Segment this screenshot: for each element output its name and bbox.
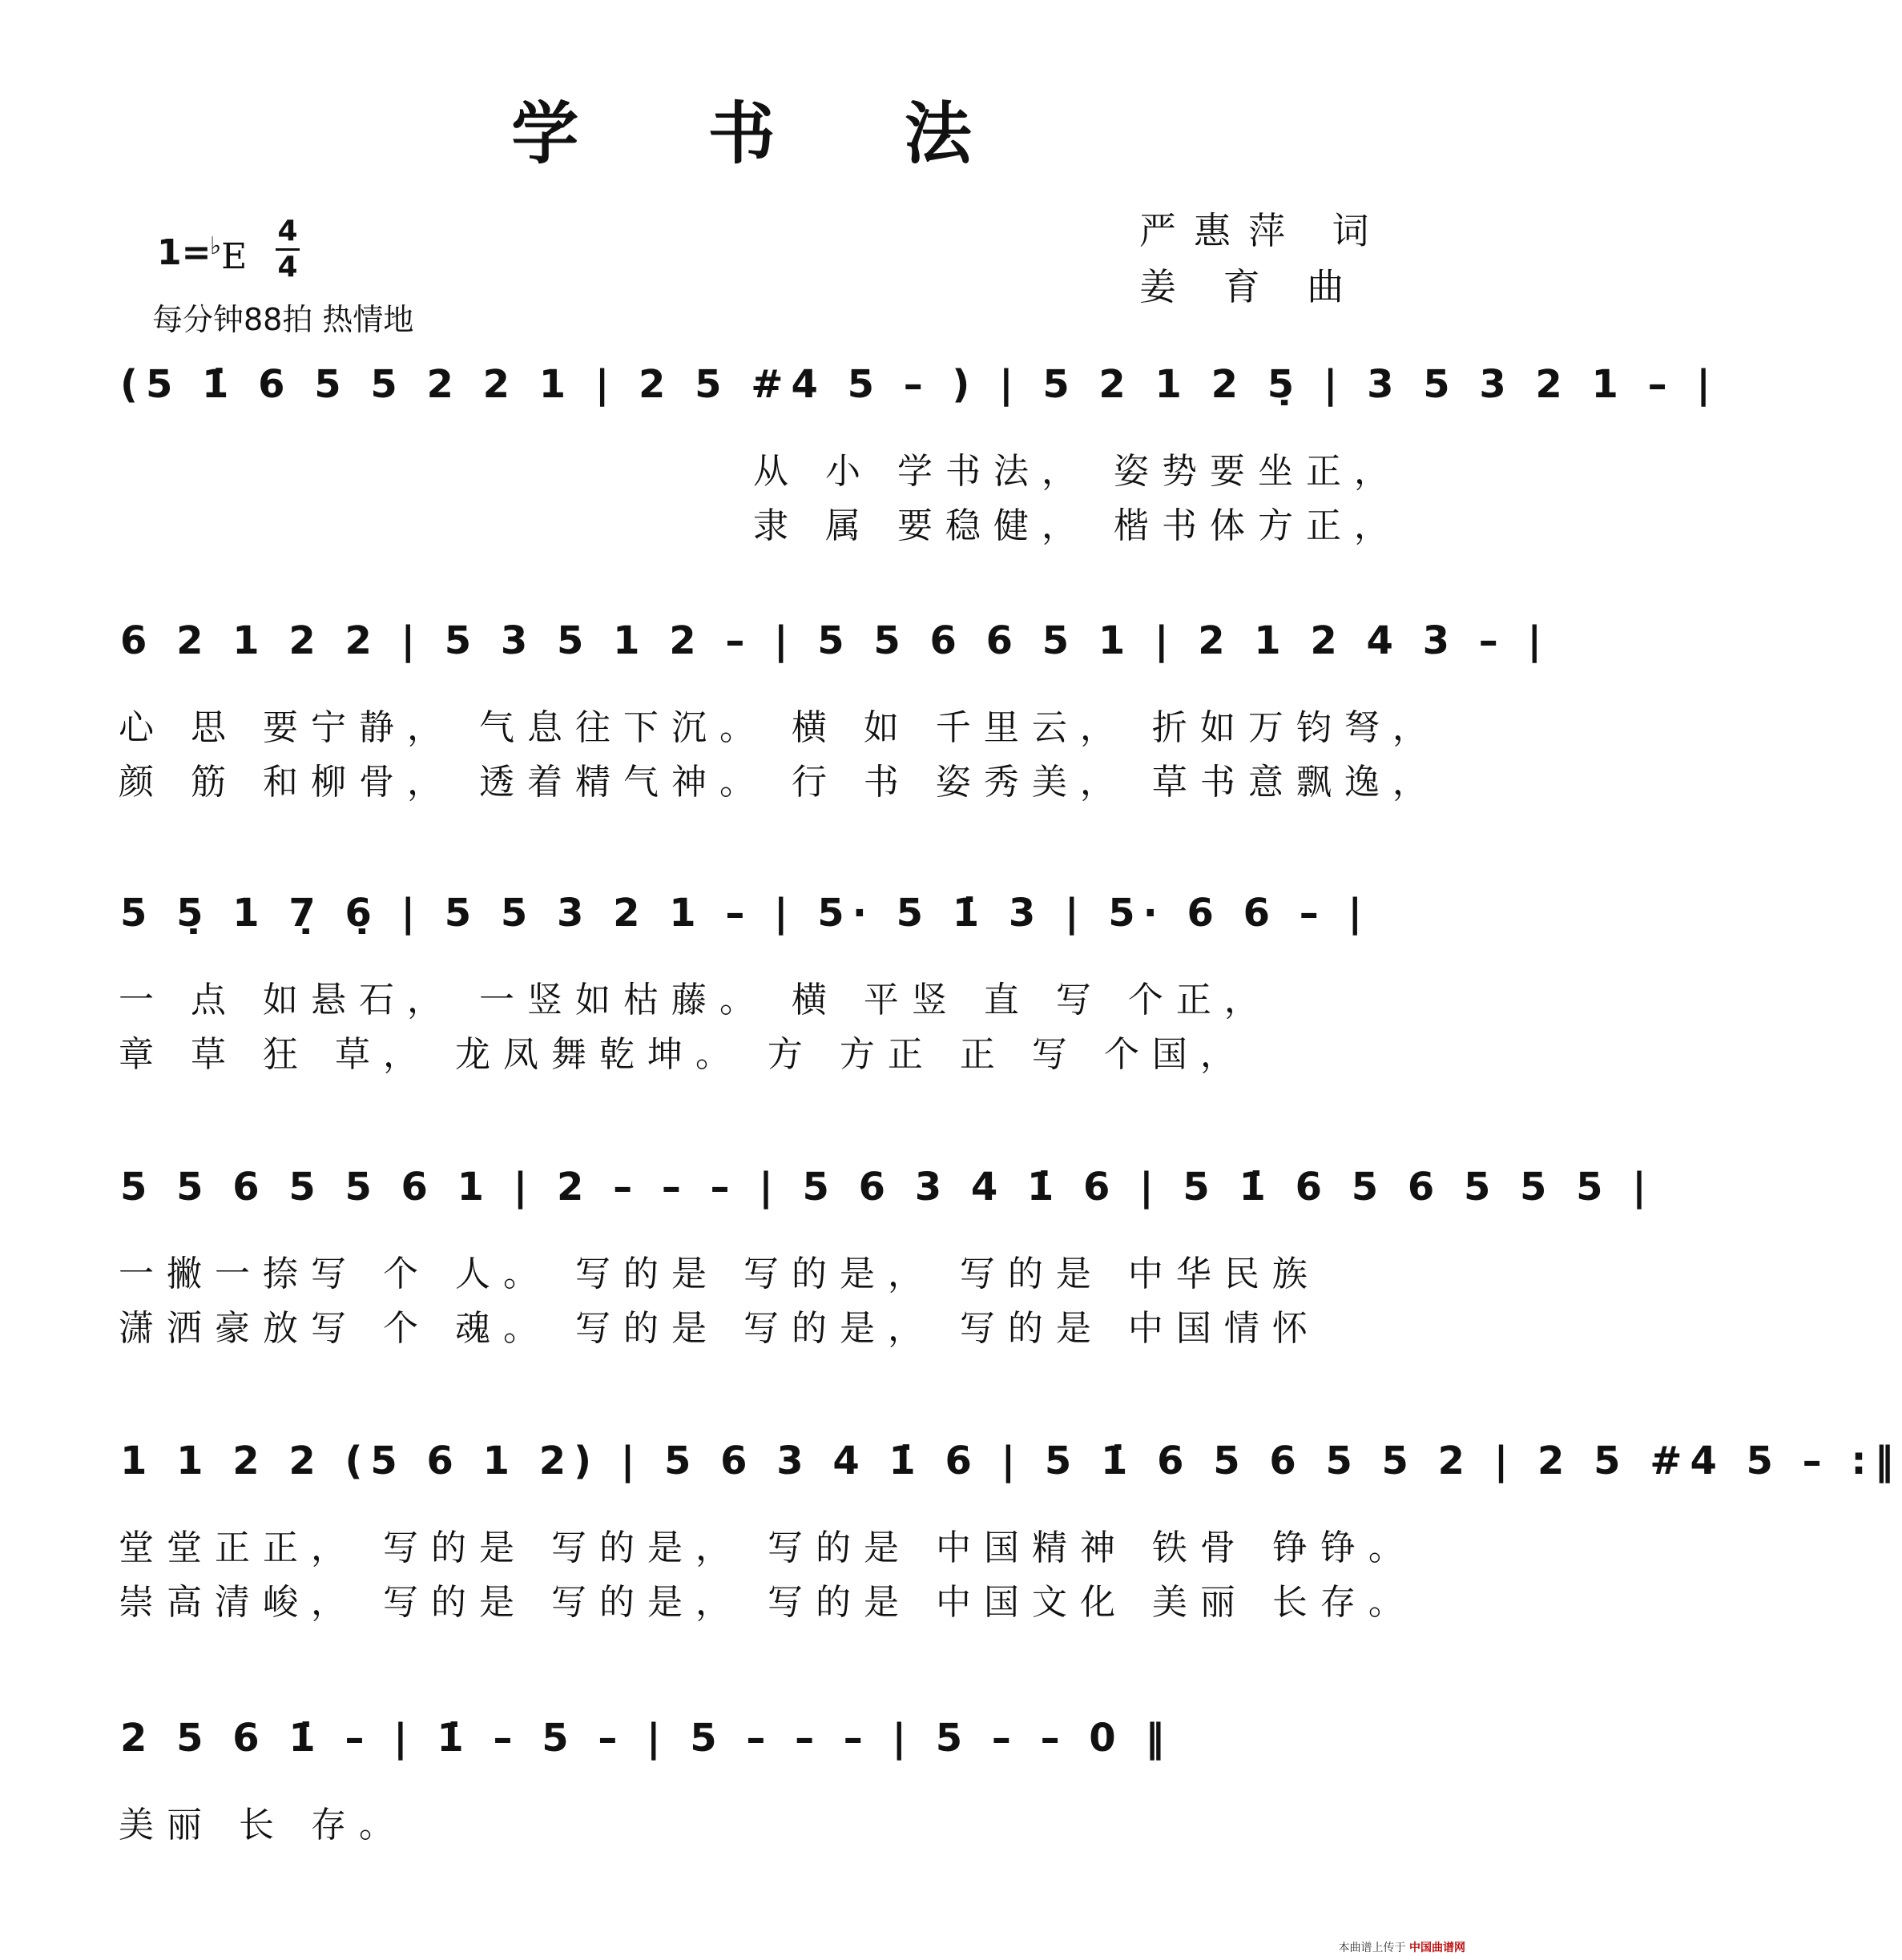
composer-credit: 姜 育 曲 bbox=[1139, 265, 1362, 308]
lyric-verse-2: 章 草 狂 草， 龙凤舞乾坤。 方 方正 正 写 个国， bbox=[119, 1034, 1248, 1075]
flat-icon: ♭ bbox=[210, 232, 222, 260]
time-signature-bottom: 4 bbox=[277, 251, 298, 284]
score-system-6 bbox=[0, 1716, 1483, 1876]
notation-line: 1 1 2 2 (5 6 1 2) | 5 6 3 4 1̇ 6 | 5 1̇ 6 5 6 5 5 2 | 2 5 #4 5 – :‖ bbox=[120, 1439, 1902, 1483]
notation-line: 5 5̣ 1 7̣ 6̣ | 5 5 3 2 1 – | 5· 5 1̇ 3 | 5· 6 6 – | bbox=[120, 891, 1371, 936]
site-footer bbox=[1339, 1939, 1465, 1955]
time-signature bbox=[276, 216, 300, 283]
lyricist-credit: 严惠萍 词 bbox=[1139, 209, 1387, 252]
notation-line: 2 5 6 1̇ – | 1̇ – 5 – | 5 – – – | 5 – – 0 ‖ bbox=[120, 1716, 1173, 1761]
lyric-verse-1: 堂堂正正， 写的是 写的是， 写的是 中国精神 铁骨 铮铮。 bbox=[119, 1527, 1416, 1568]
score-system-2 bbox=[0, 618, 1549, 803]
score-system-1 bbox=[0, 362, 1719, 546]
lyric-verse-1: 一 点 如悬石， 一竖如枯藤。 横 平竖 直 写 个正， bbox=[119, 980, 1272, 1020]
score-system-3 bbox=[0, 891, 1483, 1075]
lyric-verse-1: 一撇一捺写 个 人。 写的是 写的是， 写的是 中华民族 bbox=[119, 1254, 1320, 1294]
tempo-marking: 每分钟88拍 热情地 bbox=[152, 302, 414, 337]
lyric-verse-2: 崇高清峻， 写的是 写的是， 写的是 中国文化 美丽 长存。 bbox=[119, 1582, 1416, 1623]
lyric-verse-2: 隶 属 要稳健， 楷书体方正， bbox=[753, 505, 1402, 546]
notation-line: (5 1̇ 6 5 5 2 2 1 | 2 5 #4 5 – ) | 5 2 1 2 5̣ | 3 5 3 2 1 – | bbox=[120, 362, 1719, 407]
lyric-verse-1: 从 小 学书法， 姿势要坐正， bbox=[753, 451, 1402, 492]
key-letter: E bbox=[221, 236, 248, 277]
lyric-verse-2: 颜 筋 和柳骨， 透着精气神。 行 书 姿秀美， 草书意飘逸， bbox=[119, 762, 1441, 803]
lyric-verse-1: 心 思 要宁静， 气息往下沉。 横 如 千里云， 折如万钧弩， bbox=[119, 707, 1441, 748]
lyric-verse-2: 潇洒豪放写 个 魂。 写的是 写的是， 写的是 中国情怀 bbox=[119, 1308, 1320, 1349]
footer-text: 本曲谱上传于 bbox=[1338, 1942, 1406, 1954]
footer-brand: 中国曲谱网 bbox=[1409, 1942, 1465, 1954]
lyric-verse-1: 美丽 长 存。 bbox=[119, 1805, 407, 1845]
key-label: 1= bbox=[157, 232, 212, 273]
notation-line: 5 5 6 5 5 6 1 | 2 – – – | 5 6 3 4 1̇ 6 | 5 1̇ 6 5 6 5 5 5 | bbox=[120, 1165, 1654, 1209]
song-title: 学 书 法 bbox=[511, 94, 1025, 173]
score-system-5 bbox=[0, 1439, 1902, 1623]
score-system-4 bbox=[0, 1165, 1654, 1349]
key-letter-group bbox=[210, 232, 247, 277]
time-signature-top: 4 bbox=[277, 215, 298, 248]
notation-line: 6 2 1 2 2 | 5 3 5 1 2 – | 5 5 6 6 5 1 | 2 1 2 4 3 – | bbox=[120, 618, 1549, 663]
